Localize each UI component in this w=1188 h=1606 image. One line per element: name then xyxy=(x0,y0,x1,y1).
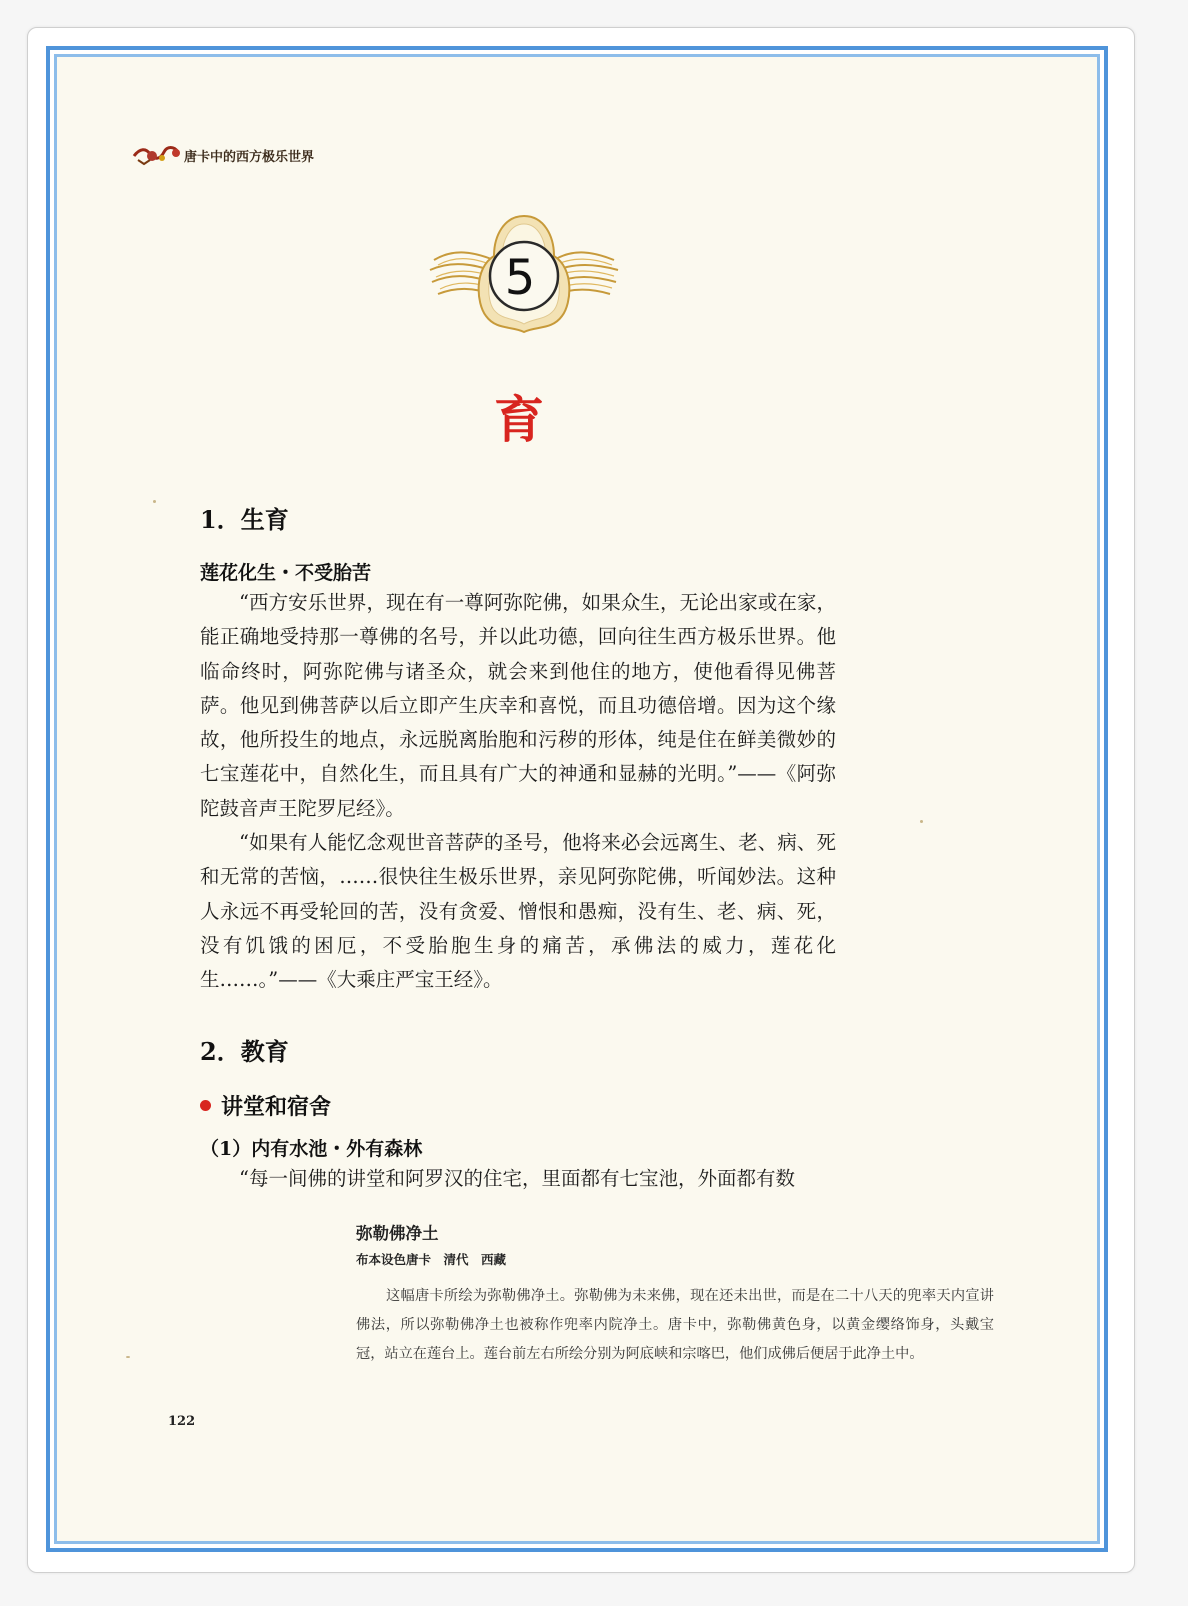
chapter-title: 育 xyxy=(494,390,546,449)
running-head-title: 唐卡中的西方极乐世界 xyxy=(184,150,315,165)
caption-meta: 布本设色唐卡 清代 西藏 xyxy=(356,1252,507,1267)
bullet-heading-halls xyxy=(200,1090,331,1121)
caption-body: 这幅唐卡所绘为弥勒佛净土。弥勒佛为未来佛，现在还未出世，而是在二十八天的兜率天内宣讲佛法，所以弥勒佛净土也被称作兜率内院净土。唐卡中，弥勒佛黄色身，以黄金缨络饰身，头戴宝冠，站立在莲台上。莲台前左右所绘分别为阿底峡和宗喀巴，他们成佛后便居于此净土中。 xyxy=(356,1288,994,1362)
paper-speck xyxy=(920,820,923,823)
paper-speck xyxy=(153,500,156,503)
dragon-ornament-icon xyxy=(132,140,182,170)
chapter-number: 5 xyxy=(504,250,536,306)
subheading-lotus-birth: 莲花化生・不受胎苦 xyxy=(200,562,372,584)
paragraph-lecture-halls: “每一间佛的讲堂和阿罗汉的住宅，里面都有七宝池，外面都有数 xyxy=(239,1167,795,1190)
caption-title: 弥勒佛净土 xyxy=(356,1224,439,1243)
paragraph-amitabha-sutra: “西方安乐世界，现在有一尊阿弥陀佛，如果众生，无论出家或在家，能正确地受持那一尊佛的名号，并以此功德，回向往生西方极乐世界。他临命终时，阿弥陀佛与诸圣众，就会来到他住的地方，使他看得见佛菩萨。他见到佛菩萨以后立即产生庆幸和喜悦，而且功德倍增。因为这个缘故，他所投生的地点，永远脱离胎胞和污秽的形体，纯是住在鲜美微妙的七宝莲花中，自然化生，而且具有广大的神通和显赫的光明。”——《阿弥陀鼓音声王陀罗尼经》。 xyxy=(200,591,836,820)
subheading-pools-forests: （1）内有水池・外有森林 xyxy=(200,1138,423,1160)
section-heading-birth: 1．生育 xyxy=(200,505,289,534)
bullet-heading-text: 讲堂和宿舍 xyxy=(221,1095,332,1120)
red-bullet-icon xyxy=(200,1100,211,1111)
page-number: 122 xyxy=(168,1414,196,1429)
paragraph-mahayana-sutra: “如果有人能忆念观世音菩萨的圣号，他将来必会远离生、老、病、死和无常的苦恼，……很快往生极乐世界，亲见阿弥陀佛，听闻妙法。这种人永远不再受轮回的苦，没有贪爱、憎恨和愚痴，没有生、老、病、死，没有饥饿的困厄，不受胎胞生身的痛苦，承佛法的威力，莲花化生……。”——《大乘庄严宝王经》。 xyxy=(200,831,836,992)
paper-speck xyxy=(126,1356,130,1358)
section-heading-education: 2．教育 xyxy=(200,1037,289,1066)
book-page xyxy=(46,46,1108,1552)
